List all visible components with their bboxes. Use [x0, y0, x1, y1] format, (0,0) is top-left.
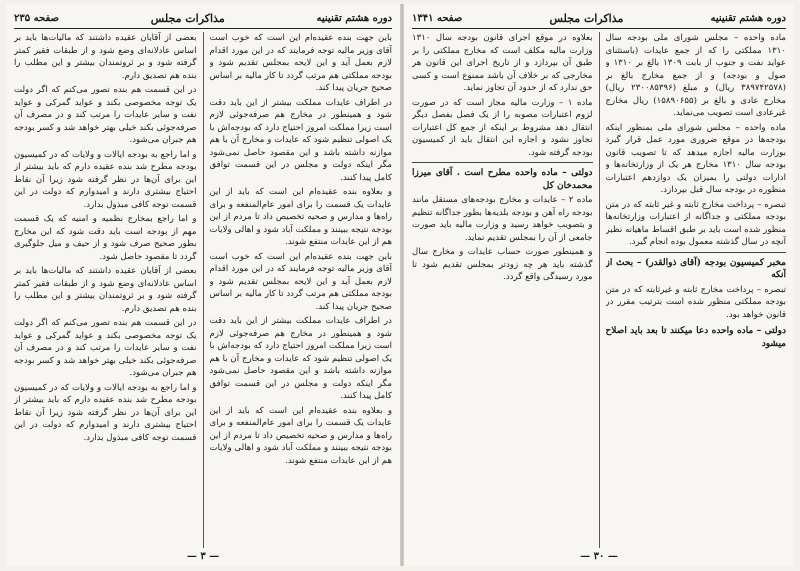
paragraph: ماده واحده – مجلس شورای ملی بودجه سال ۱۳۱۰ مملکتی را که از جمع عایدات (باستثنای عواید نفت و جنوب از بابت ۱۳۰۹ بالغ بر ۱۳۱۰ و صول و بودجه) و از جمع مخارج بالغ بر (۳۸۹۷۴۲۵۷۸ ریال) و مبلغ (۲۳۰۰۸۵۳۹۶ ریال) مخارج عادی و بالغ بر (۱۵۸۹۰۶۵۵) ریال مخارج غیرعادی است تصویب می‌نماید. — [605, 33, 786, 118]
paragraph: و بعلاوه بنده عقیده‌ام این است که باید از این عایدات یک قسمت را برای امور عام‌المنفعه و برای راه‌ها و مدارس و صحیه تخصیص داد تا مردم از این بودجه نتیجه ببینند و مملکت آباد شود و اهالی ولایات هم از این عایدات منتفع شوند. — [209, 405, 392, 466]
paragraph: و اما راجع بمخارج نظمیه و امنیه که یک قسمت مهم از بودجه است باید دقت شود که این مخارج بطور صحیح صرف شود و از حیف و میل جلوگیری گردد تا مقصود حاصل شود. — [14, 214, 197, 262]
paragraph: ماده واحده – مجلس شورای ملی بمنظور اینکه بودجه‌ها در موقع ضروری مورد عمل قرار گیرد بوزارت مالیه اجازه میدهد که تا تصویب قانون بودجه سال ۱۳۱۰ مخارج هر یک از وزارتخانه‌ها و ادارات دولتی را بمیزان یک دوازدهم اعتبارات منظوره در بودجه سال قبل بپردازد. — [605, 122, 786, 195]
paragraph: و اما راجع به بودجه ایالات و ولایات که در کمیسیون بودجه مطرح شد بنده عقیده دارم که باید بیشتر از این برای آن‌ها در نظر گرفته شود زیرا آن نقاط احتیاج بیشتری دارند و امیدوارم که دولت در این قسمت توجه کافی مبذول بدارد. — [14, 149, 197, 210]
right-page-footer: — ۳۰ — — [580, 551, 618, 562]
left-page-header — [14, 10, 392, 29]
column-divider — [599, 32, 600, 548]
paragraph: و همینطور صورت حساب عایدات و مخارج سال گذشته باید هر چه زودتر بمجلس تقدیم شود تا مورد رسیدگی واقع گردد. — [412, 247, 593, 282]
paragraph: بعضی از آقایان عقیده داشتند که مالیات‌ها باید بر اساس عادلانه‌ای وضع شود و از طبقات فقیر کمتر گرفته شود و بر ثروتمندان بیشتر و این مطلب را بنده هم تصدیق دارم. — [14, 33, 197, 81]
section-heading: دولتی – ماده واحده دعا میکنند تا بعد باید اصلاح میشود — [605, 326, 786, 349]
left-page-columns — [14, 32, 392, 548]
section-rule — [412, 162, 593, 163]
paragraph: ماده ۱ – وزارت مالیه مجاز است که در صورت لزوم اعتبارات مصوبه را از یک فصل بفصل دیگر انتقال دهد مشروط بر اینکه از جمع کل اعتبارات تجاوز نشود و اجازه این انتقال باید از کمیسیون بودجه گرفته شود. — [412, 97, 593, 158]
left-page-left-column — [14, 32, 197, 548]
book-spread — [6, 4, 794, 566]
right-page-session: دوره هشتم تقنینیه — [710, 12, 786, 24]
paragraph: و بعلاوه بنده عقیده‌ام این است که باید از این عایدات یک قسمت را برای امور عام‌المنفعه و برای راه‌ها و مدارس و صحیه تخصیص داد تا مردم از این بودجه نتیجه ببینند و مملکت آباد شود و اهالی ولایات هم از این عایدات منتفع شوند. — [209, 187, 392, 247]
left-page-title: مذاکرات مجلس — [150, 11, 225, 25]
paragraph: و اما راجع به بودجه ایالات و ولایات که در کمیسیون بودجه مطرح شد بنده عقیده دارم که باید بیشتر از این برای آن‌ها در نظر گرفته شود زیرا آن نقاط احتیاج بیشتری دارند و امیدوارم که دولت در این قسمت توجه کافی مبذول بدارد. — [14, 382, 197, 443]
paragraph: در این قسمت هم بنده تصور می‌کنم که اگر دولت یک توجه مخصوصی بکند و عواید گمرکی و عواید نفت و سایر عایدات را مرتب کند و در مصرف آن صرفه‌جوئی بکند خیلی بهتر خواهد شد و کسر بودجه هم جبران می‌شود. — [14, 85, 197, 145]
paragraph: در این قسمت هم بنده تصور می‌کنم که اگر دولت یک توجه مخصوصی بکند و عواید گمرکی و عواید نفت و سایر عایدات را مرتب کند و در مصرف آن صرفه‌جوئی بکند خیلی بهتر خواهد شد و کسر بودجه هم جبران می‌شود. — [14, 318, 197, 378]
paragraph: باین جهت بنده عقیده‌ام این است که خوب است آقای وزیر مالیه توجه فرمایند که در این مورد اقدام لازم بعمل آید و این لایحه بمجلس تقدیم شود و بودجه مملکتی هم مرتب گردد تا کار مالیه بر اساس صحیح جریان پیدا کند. — [209, 251, 392, 312]
left-page-right-column — [210, 32, 393, 548]
right-page — [404, 4, 794, 566]
paragraph: بعلاوه در موقع اجرای قانون بودجه سال ۱۳۱۰ وزارت مالیه مکلف است که مخارج مملکتی را بر طبق آن بپردازد و از تاریخ اجرای این قانون هر مخارجی که بر خلاف آن باشد ممنوع است و کسی حق ندارد که از حدود آن تجاوز نماید. — [412, 33, 593, 93]
right-page-left-column — [412, 32, 593, 548]
paragraph: ماده ۲ – عایدات و مخارج بودجه‌های مستقل مانند بودجه راه آهن و بودجه بلدیه‌ها بطور جداگانه تنظیم و بتصویب خواهد رسید و وزارت مالیه باید صورت جامعی از آن را بمجلس تقدیم نماید. — [412, 195, 593, 243]
section-heading: دولتی – ماده واحده مطرح است . آقای میرزا محمدخان کل — [412, 168, 593, 191]
paragraph: بعضی از آقایان عقیده داشتند که مالیات‌ها باید بر اساس عادلانه‌ای وضع شود و از طبقات فقیر کمتر گرفته شود و بر ثروتمندان بیشتر و این مطلب را بنده هم تصدیق دارم. — [14, 266, 197, 314]
paragraph: در اطراف عایدات مملکت بیشتر از این باید دقت شود و همینطور در مخارج هم صرفه‌جوئی لازم است زیرا مملکت امروز احتیاج دارد که بودجه‌اش با یک اصولی تنظیم شود که عایدات و مخارج آن با هم موازنه داشته باشد و این مقصود حاصل نمی‌شود مگر اینکه دولت و مجلس در این قسمت توافق کامل پیدا کنند. — [209, 316, 392, 401]
left-page-session: صفحه ۲۳۵ — [14, 12, 59, 24]
right-page-right-column — [606, 32, 787, 548]
paragraph: در اطراف عایدات مملکت بیشتر از این باید دقت شود و همینطور در مخارج هم صرفه‌جوئی لازم است زیرا مملکت امروز احتیاج دارد که بودجه‌اش با یک اصولی تنظیم شود که عایدات و مخارج آن با هم موازنه داشته باشد و این مقصود حاصل نمی‌شود مگر اینکه دولت و مجلس در این قسمت توافق کامل پیدا کنند. — [209, 97, 392, 183]
left-page-footer: — ۳ — — [186, 551, 220, 562]
left-page-number: دوره هشتم تقنینیه — [316, 12, 392, 24]
section-rule — [606, 252, 787, 253]
right-page-columns — [412, 32, 786, 548]
right-page-title: مذاکرات مجلس — [549, 11, 624, 25]
left-page — [6, 4, 400, 566]
right-page-number: صفحه ۱۳۴۱ — [412, 12, 463, 24]
paragraph: تبصره – پرداخت مخارج ثابته و غیر ثابته که در متن بودجه مملکتی و جداگانه از اعتبارات وزارتخانه‌ها منظور شده است باید بر طبق اقساط ماهیانه نظیر آنچه در سال گذشته معمول بوده انجام گیرد. — [605, 199, 786, 247]
paragraph: باین جهت بنده عقیده‌ام این است که خوب است آقای وزیر مالیه توجه فرمایند که در این مورد اقدام لازم بعمل آید و این لایحه بمجلس تقدیم شود و بودجه مملکتی هم مرتب گردد تا کار مالیه بر اساس صحیح جریان پیدا کند. — [209, 33, 392, 93]
section-heading: مخبر کمیسیون بودجه (آقای ذوالقدر) – بحث از آنکه — [605, 257, 786, 280]
right-page-header — [412, 10, 786, 29]
paragraph: تبصره – پرداخت مخارج ثابته و غیرثابته که در متن بودجه مملکتی منظور شده است بترتیب مقرر در قانون خواهد بود. — [605, 284, 786, 320]
column-divider — [203, 32, 204, 548]
